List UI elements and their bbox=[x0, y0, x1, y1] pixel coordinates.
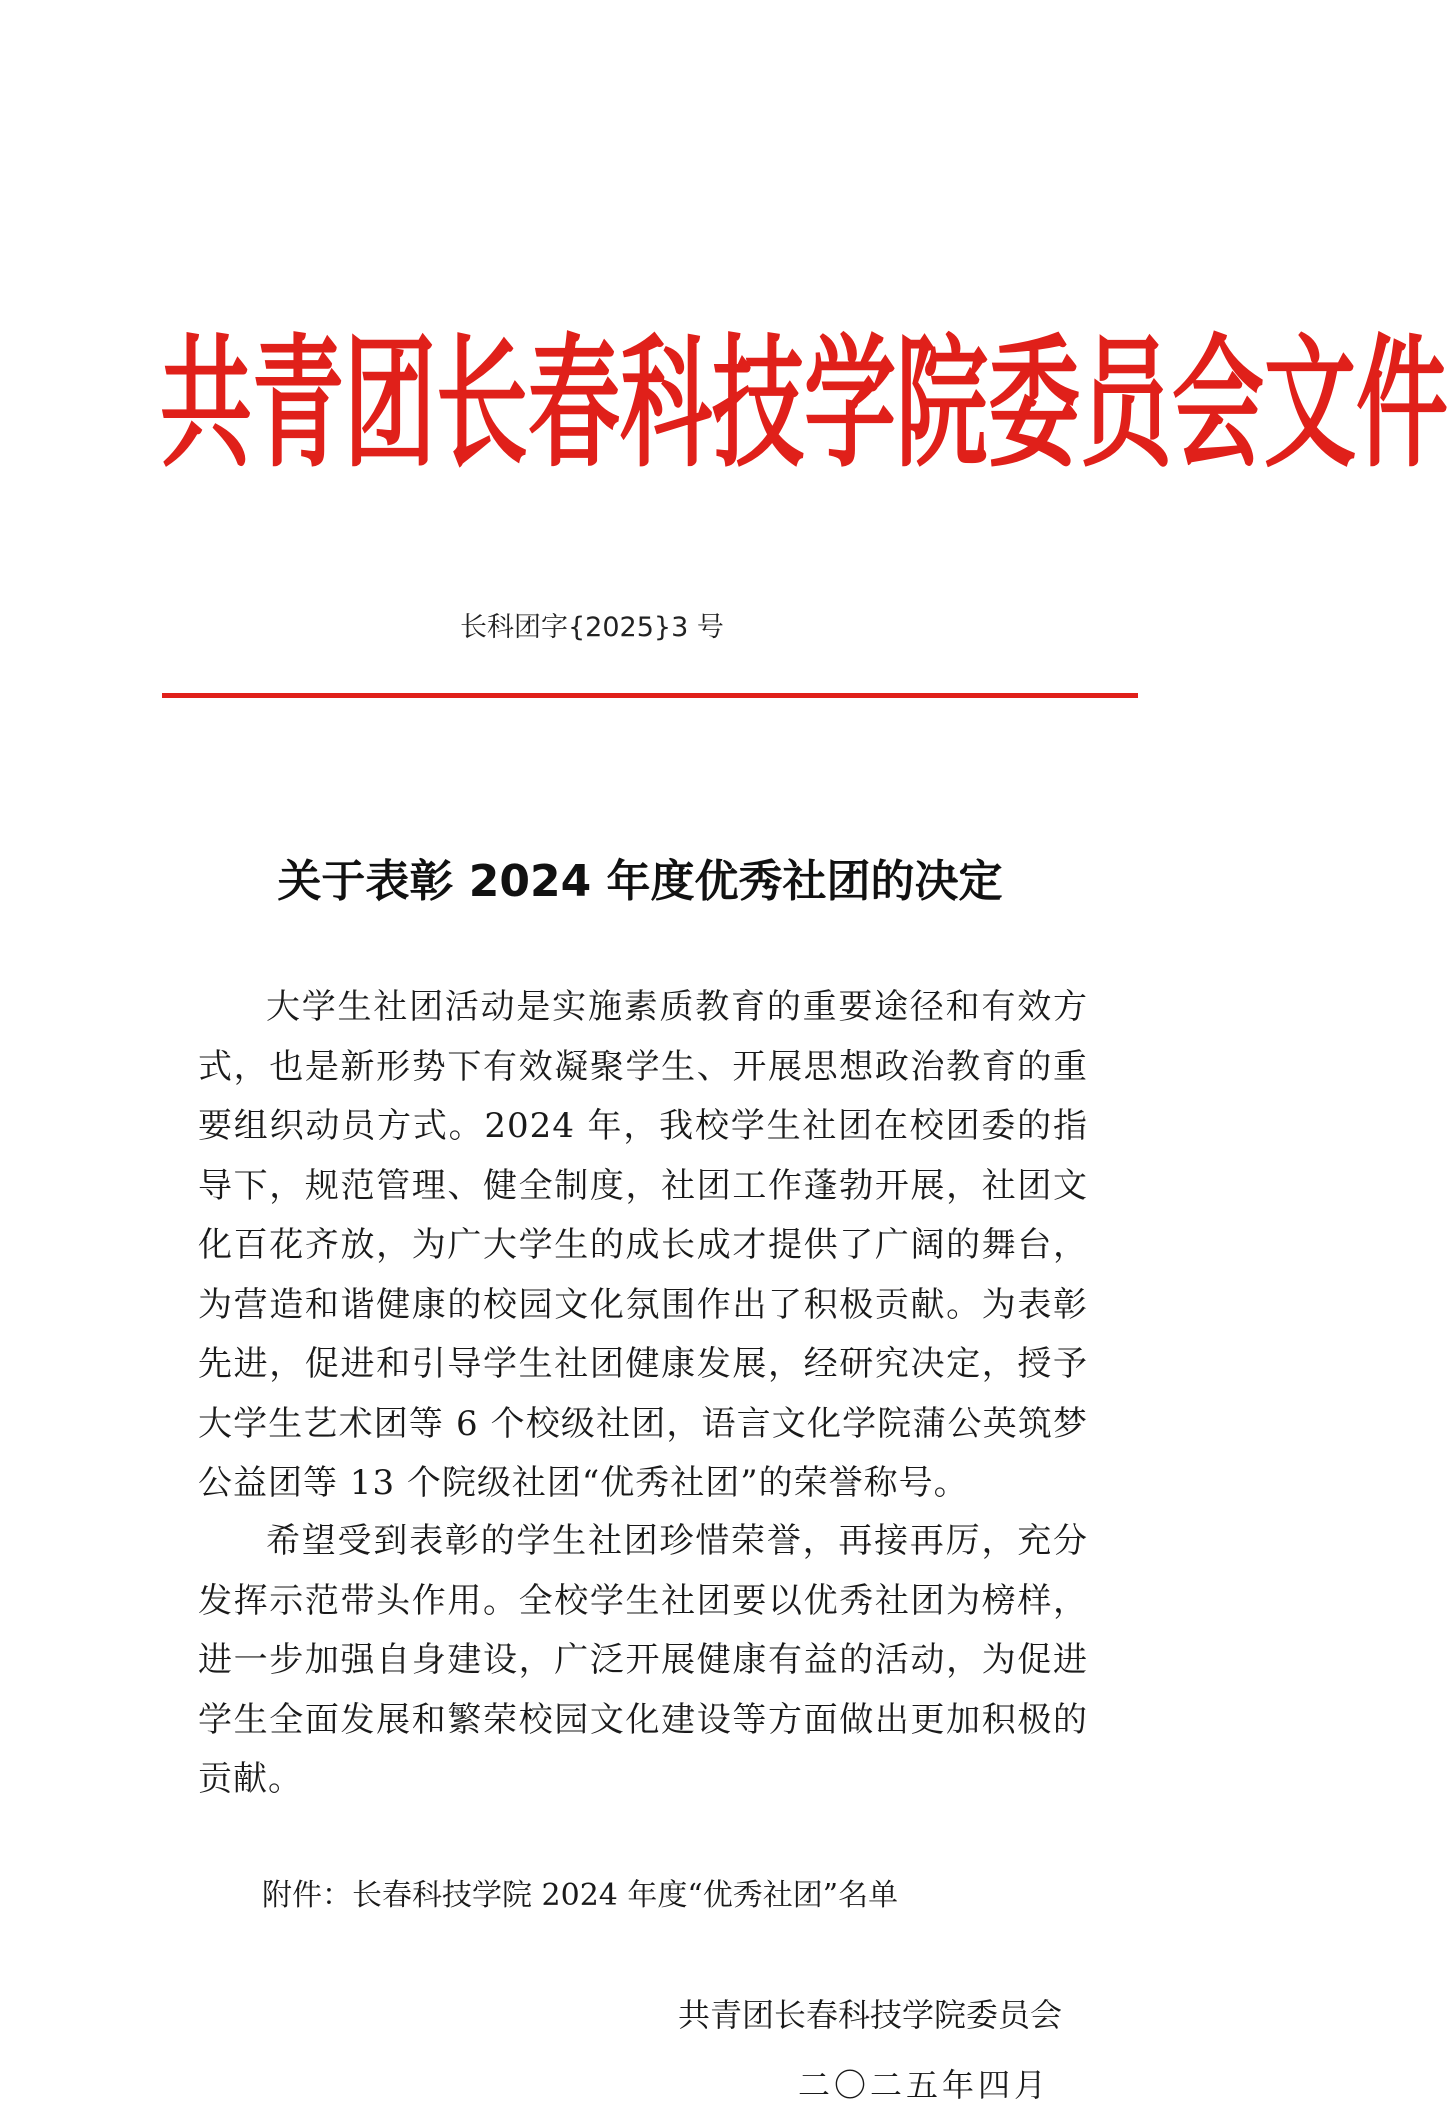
body-paragraph-1: 大学生社团活动是实施素质教育的重要途径和有效方式，也是新形势下有效凝聚学生、开展思想政治教育的重要组织动员方式。2024 年，我校学生社团在校团委的指导下，规范管理、健全制度，社团工作蓬勃开展，社团文化百花齐放，为广大学生的成长成才提供了广阔的舞台，为营造和谐健康的校园文化氛围作出了积极贡献。为表彰先进，促进和引导学生社团健康发展，经研究决定，授予大学生艺术团等 6 个校级社团，语言文化学院蒲公英筑梦公益团等 13 个院级社团“优秀社团”的荣誉称号。 bbox=[198, 987, 1088, 1503]
issuer-signature: 共青团长春科技学院委员会 bbox=[678, 1996, 1063, 2034]
attachment-note: 附件：长春科技学院 2024 年度“优秀社团”名单 bbox=[262, 1878, 899, 1913]
issue-date: 二〇二五年四月 bbox=[798, 2066, 1051, 2104]
document-title: 关于表彰 2024 年度优秀社团的决定 bbox=[277, 856, 1003, 907]
document-header-title: 共青团长春科技学院委员会文件 bbox=[160, 321, 1448, 488]
body-paragraph-2: 希望受到表彰的学生社团珍惜荣誉，再接再厉，充分发挥示范带头作用。全校学生社团要以优秀社团为榜样，进一步加强自身建设，广泛开展健康有益的活动，为促进学生全面发展和繁荣校园文化建设等方面做出更加积极的贡献。 bbox=[198, 1521, 1088, 1799]
header-divider bbox=[162, 693, 1138, 698]
document-number: 长科团字{2025}3 号 bbox=[460, 612, 724, 643]
